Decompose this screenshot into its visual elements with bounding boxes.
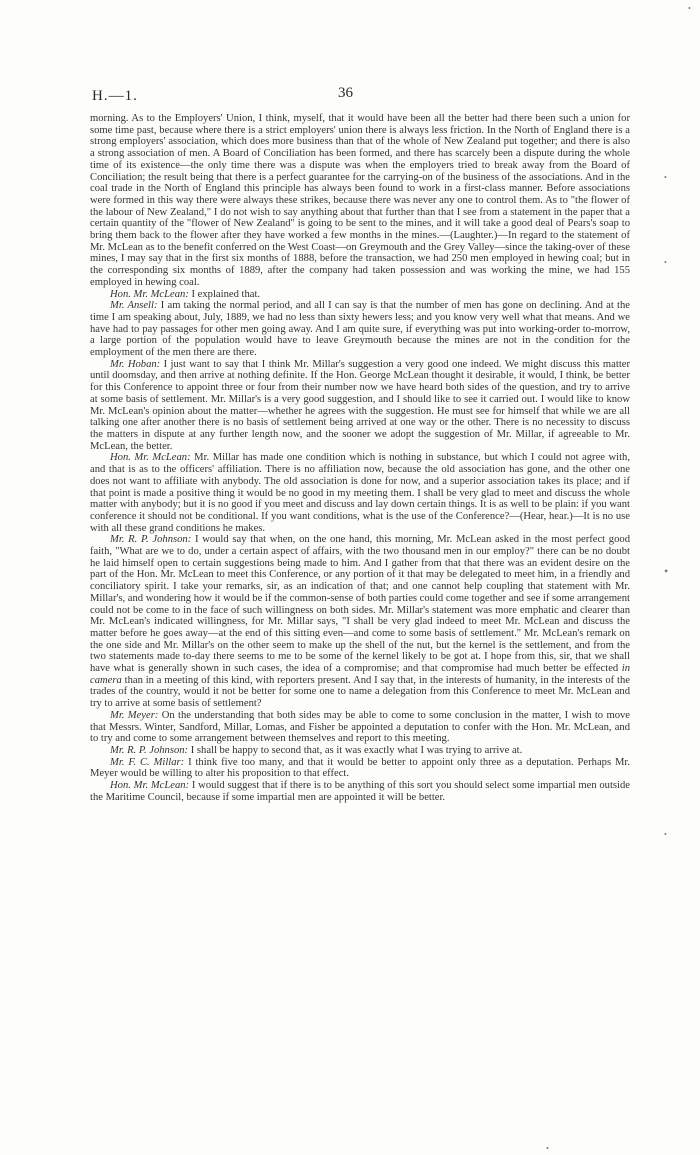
paragraph-text: Mr. Millar has made one condition which is nothing in substance, but which I could not agree with, and that is as to the officers' affiliation. There is no affiliation now, because the old association has gone, and the other one does not want to affiliate with anybody. The old association is done for now, and a superior association takes its place; and if that point is made a positive thing it would be no good in my meeting them. I shall be very glad to meet and discuss the whole matter with anybody; but it is no good if you meet and discuss and lay down certain things. It is as well to be plain: if you want conference it should not be conditional. If you want conditions, what is the use of the Conference?—(Hear, hear.)—It is no use with all these grand conditions he makes. [90,452,630,534]
paragraph-4 [90,452,630,534]
paragraph-text: I would say that when, on the one hand, this morning, Mr. McLean asked in the most perfect good faith, "What are we to do, under a certain aspect of affairs, with the two thousand men in our employ?" there can be no doubt he laid himself open to certain suggestions being made to him. And I gather from that that there was an evident desire on the part of the Hon. Mr. McLean to meet this Conference, or any portion of it that may be delegated to meet him, in a friendly and conciliatory spirit. I take your remarks, sir, as an indication of that; and one cannot help coupling that statement with Mr. Millar's, and wondering how it would be if the common-sense of both parties could come together and see if some arrangement could not be come to in the face of such willingness on both sides. Mr. Millar's statement was more emphatic and clearer than Mr. McLean's indicated willingness, for Mr. Millar says, "I shall be very glad indeed to meet Mr. McLean and discuss the matter before he goes away—at the end of this sitting even—and come to some basis of settlement." Mr. McLean's remark on the one side and Mr. Millar's on the other seem to make up the shell of the nut, but the kernel is the settlement, and from the two statements made to-day there seems to me to be some of the kernel likely to be got at. I hope from this, sir, that we shall have what is generally shown in such cases, the idea of a compromise; and that compromise had much better be effected [90,534,630,675]
speaker-name: Hon. Mr. McLean: [110,780,190,792]
speaker-name: Hon. Mr. McLean: [110,288,189,300]
paragraph-text: I am taking the normal period, and all I can say is that the number of men has gone on declining. And at the time I am speaking about, July, 1889, we had no less than sixty hewers less; and you know very well what that means. And we have had to pay passages for other men going away. And I am quite sure, if everything was put into working-order to-morrow, a large portion of the population would have to leave Greymouth because the mines are not in the condition for the employment of the men there are there. [90,300,630,359]
body-text [90,113,630,803]
paragraph-8 [90,757,630,780]
page-number: 36 [338,85,353,101]
paragraph-7 [90,745,630,757]
paragraph-text: morning. As to the Employers' Union, I think, myself, that it would have been all the better had there been such a union for some time past, because where there is a strict employers' union there is always less friction. In the North of England there is a strong employers' association, which does more business than that of the whole of New Zealand put together; and there is also a strong association of men. A Board of Conciliation has been formed, and there has scarcely been a dispute during the whole time of its existence—the only time there was a dispute was when the employers tried to break away from the Board of Conciliation; the result being that there is a perfect guarantee for the carrying-on of the business of the associations. And in the coal trade in the North of England this principle has always been found to work in a first-class manner. Before associations were formed in this way there were always these strikes, because there was never any one to control them. As to "the flower of the labour of New Zealand," I do not wish to say anything about that further than that I see from a statement in the paper that a certain quantity of the "flower of New Zealand" is going to be sent to the mines, and it will take a good deal of Pears's soap to bring them back to the flower after they have worked a few months in the mines.—(Laughter.)—In regard to the statement of Mr. McLean as to the benefit conferred on the West Coast—on Greymouth and the Grey Valley—since the taking-over of these mines, I may say that in the first six months of 1888, before the transaction, we had 250 men employed in hewing coal; but in the corresponding six months of 1889, after the company had taken possession and was working the mine, we had 155 employed in hewing coal. [90,113,630,288]
scan-speck-mark: • [664,173,667,182]
page-header [92,85,632,108]
speaker-name: Mr. F. C. Millar: [110,756,185,768]
paragraph-1 [90,289,630,301]
paragraph-text: I shall be happy to second that, as it was exactly what I was trying to arrive at. [188,744,523,756]
paragraph-5 [90,534,630,710]
speaker-name: Mr. Meyer: [110,709,159,721]
paragraph-text: On the understanding that both sides may be able to come to some conclusion in the matter, I wish to move that Messrs. Winter, Sandford, Millar, Lomas, and Fisher be appointed a deputation to confer with the Hon. Mr. McLean, and to try and come to some arrangement between themselves and report to this meeting. [90,709,630,745]
scan-speck-mark: • [664,564,669,578]
speaker-name: Mr. R. P. Johnson: [110,744,189,756]
speaker-name: Mr. Ansell: [110,300,158,312]
paragraph-text: I think five too many, and that it would be better to appoint only three as a deputation. Perhaps Mr. Meyer would be willing to alter his proposition to that effect. [90,756,630,780]
scan-speck-mark: • [664,258,667,267]
paragraph-3 [90,359,630,453]
speaker-name: Mr. Hoban: [110,358,161,370]
speaker-name: Mr. R. P. Johnson: [110,534,192,546]
paragraph-0 [90,113,630,289]
paragraph-text: I would suggest that if there is to be anything of this sort you should select some impartial men outside the Maritime Council, because if some impartial men are appointed it will be better. [90,780,630,803]
paragraph-text: I explained that. [188,288,261,300]
scan-speck-mark: • [664,830,667,839]
scan-speck-mark: • [546,1144,549,1153]
italic-phrase: in camera [90,663,630,686]
paragraph-2 [90,300,630,359]
scan-speck-mark: • [688,4,691,13]
document-reference: H.—1. [92,88,138,104]
speaker-name: Hon. Mr. McLean: [110,452,191,464]
paragraph-text: I just want to say that I think Mr. Millar's suggestion a very good one indeed. We might discuss this matter until doomsday, and then arrive at nothing definite. If the Hon. George McLean thought it desirable, it would, I think, be better for this Conference to appoint three or four from their number now we have heard both sides of the question, and try to arrive at some basis of settlement. Mr. Millar's is a very good suggestion, and I should like to see it carried out. I would like to know Mr. McLean's opinion about the matter—whether he agrees with the suggestion. He must see for himself that while we are all talking one after another there is no basis of settlement being arrived at one way or the other. There is no necessity to discuss the matters in dispute at any further length now, and the sooner we adopt the suggestion of Mr. Millar, if agreeable to Mr. McLean, the better. [90,358,630,452]
paragraph-text-continued: than in a meeting of this kind, with reporters present. And I say that, in the interests of humanity, in the interests of the trades of the country, would it not be better for some one to name a delegation from this Conference to meet Mr. McLean and try to arrive at some basis of settlement? [90,674,630,710]
paragraph-9 [90,780,630,803]
paragraph-6 [90,710,630,745]
